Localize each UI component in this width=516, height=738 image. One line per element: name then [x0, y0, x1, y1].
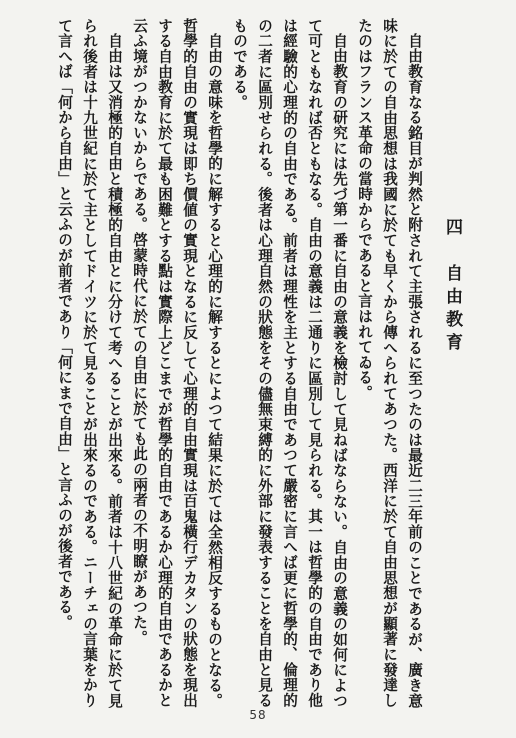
vertical-text-column	[52, 18, 464, 708]
body-paragraph-3: 自由の意味を哲學的に解すると心理的に解するとによつて結果に於ては全然相反するものとなる。哲學的自由の實現は即ち價値の實現となるに反して心理的自由實現は百鬼橫行デカタンの狀態を現出する自由教育に於て最も困難とする點は實際上どこまでが哲學的自由であるか心理的自由であるかと云ふ境がつかないからである。啓蒙時代に於ての自由に於ても此の兩者の不明瞭があつた。	[131, 18, 223, 708]
body-paragraph-2: 自由教育の研究には先づ第一番に自由の意義を檢討して見ねばならない。自由の意義の如何によつて可ともなれば否ともなる。自由の意義は二通りに區別して見られる。其一は哲學的の自由であり他は經驗的心理的の自由である。前者は理性を主とする自由であつて嚴密に言へば更に哲學的、倫理的の二者に區別せられる。後者は心理自然の狀態をその儘無束縛的に外部に發表することを自由と見るものである。	[231, 18, 348, 708]
page-number: 58	[249, 708, 267, 722]
body-paragraph-4: 自由は又消極的自由と積極的自由とに分けて考へることが出來る。前者は十八世紀の革命に於て見られ後者は十九世紀に於て主としてドイツに於て見ることが出來るのである。ニーチェの言葉をかりて言へば「何から自由」と云ふのが前者であり「何にまで自由」と言ふのが後者である。	[56, 18, 123, 708]
section-heading: 四 自由教育	[442, 218, 462, 356]
body-paragraph-1: 自由教育なる銘目が判然と附されて主張されるに至つたのは最近二三年前のことであるが、廣き意味に於ての自由思想は我國に於ても早くから傳へられてあつた。西洋に於て自由思想が顯著に發達したのはフランス革命の當時からであると言はれてゐる。	[356, 18, 423, 708]
